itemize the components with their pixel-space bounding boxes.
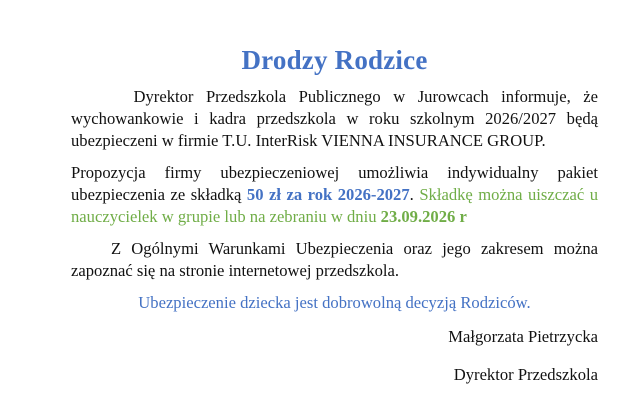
letter-title: Drodzy Rodzice: [241, 45, 428, 75]
payment-instructions: Składkę można uiszczać u nauczycielek w grupie lub na zebraniu w dniu: [71, 185, 599, 226]
meeting-date: 23.09.2026 r: [380, 207, 467, 226]
paragraph-terms-info: [71, 238, 598, 282]
premium-intro-text: Propozycja firmy ubezpieczeniowej umożliwia indywidualny pakiet ubezpieczenia ze składką: [71, 163, 598, 204]
premium-amount: 50 zł za rok 2026-2027: [246, 185, 410, 204]
paragraph-insurer-info: [71, 86, 598, 152]
paragraph-terms-text: Z Ogólnymi Warunkami Ubezpieczenia oraz jego zakresem można zapoznać się na stronie internetowej przedszkola.: [71, 239, 598, 280]
paragraph-premium-info: [71, 162, 598, 228]
signature-name: Małgorzata Pietrzycka: [448, 327, 598, 346]
voluntary-note: Ubezpieczenie dziecka jest dobrowolną decyzją Rodziców.: [138, 293, 531, 312]
signature-role: Dyrektor Przedszkola: [453, 365, 598, 384]
letter: [71, 44, 598, 386]
premium-sentence-end: .: [409, 185, 420, 204]
paragraph-insurer-text: Dyrektor Przedszkola Publicznego w Jurowcach informuje, że wychowankowie i kadra przedszkola w roku szkolnym 2026/2027 będą ubezpieczeni w firmie T.U. InterRisk VIENNA INSURANCE GROUP.: [71, 87, 598, 150]
